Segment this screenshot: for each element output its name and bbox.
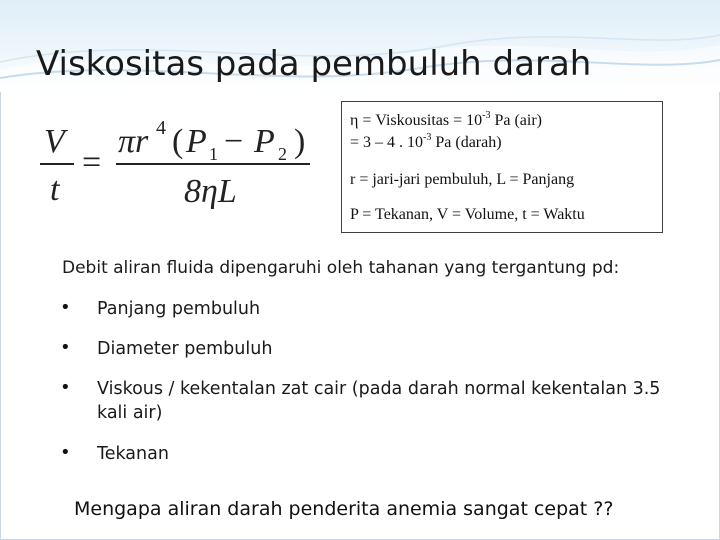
formula-p2: P [254,123,275,160]
radius-length-line: r = jari-jari pembuluh, L = Panjang [350,171,575,188]
list-item: Panjang pembuluh [97,299,261,319]
blood-viscosity-line: = 3 – 4 . $10^{-3}$ Pa (darah) [350,132,502,151]
list-item: Diameter pembuluh [97,339,273,359]
formula-lhs-denominator: t [50,171,60,208]
formula-denominator: 8ηL [184,173,237,210]
list-item: Viskous / kekentalan zat cair (pada darah normal kekentalan 3.5 kali air) [97,379,661,423]
formula-lhs-numerator: V [44,123,65,160]
list-item: Tekanan [97,444,169,464]
formula-paren-open: ( [172,123,184,160]
bullet-icon: • [60,297,71,318]
viscosity-line: η = Viskousitas = $10^{-3}$ Pa (air) [350,110,542,129]
variable-definitions-box [341,101,663,233]
poiseuille-formula [38,110,328,210]
intro-text: Debit aliran fluida dipengaruhi oleh tahanan yang tergantung pd: [62,258,620,278]
bullet-icon: • [60,377,71,398]
formula-p2-sub: 2 [278,144,287,164]
formula-exponent: 4 [156,117,166,139]
formula-p1: P [186,123,207,160]
bullet-icon: • [60,337,71,358]
formula-p1-sub: 1 [209,144,218,164]
pressure-volume-time-line: P = Tekanan, V = Volume, t = Waktu [350,206,585,223]
formula-paren-close: ) [294,123,306,160]
closing-question: Mengapa aliran darah penderita anemia sangat cepat ?? [74,498,614,520]
formula-equals: = [82,144,102,181]
formula-pi-r: πr [118,123,149,160]
slide-title: Viskositas pada pembuluh darah [36,44,592,84]
formula-minus: − [224,123,244,160]
bullet-icon: • [60,442,71,463]
